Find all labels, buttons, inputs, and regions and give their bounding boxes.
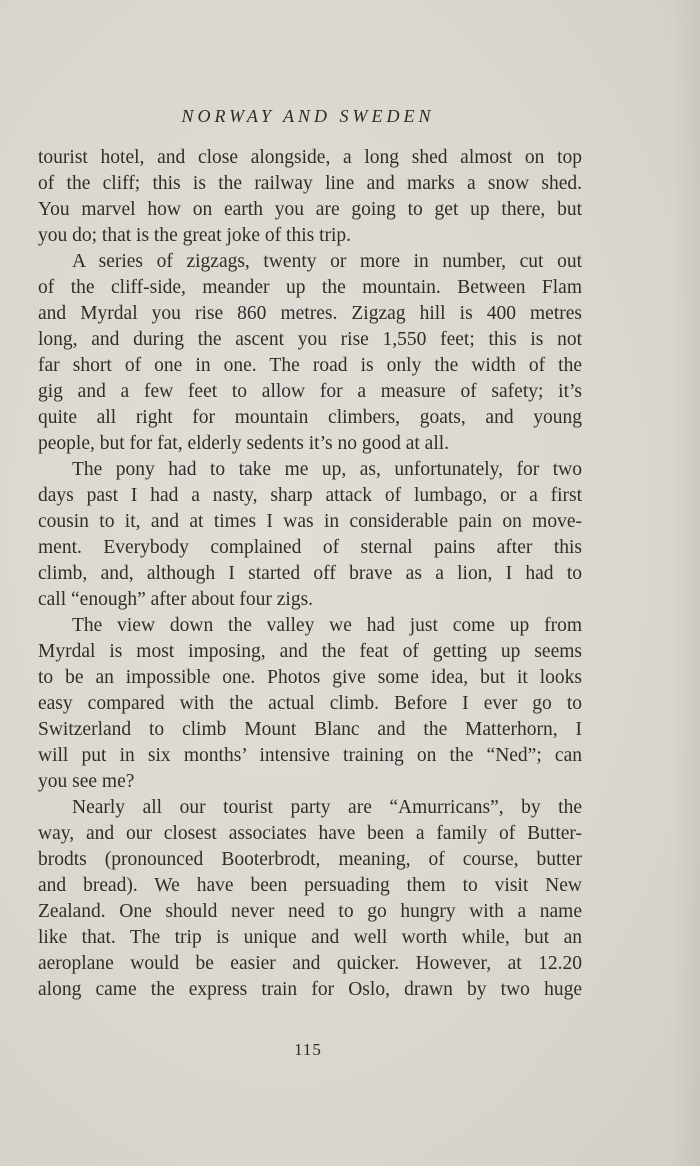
body-text xyxy=(38,145,582,1003)
page-edge-shadow xyxy=(670,0,700,1166)
text-line: quite all right for mountain climbers, goats, and young xyxy=(38,407,582,428)
text-line: The pony had to take me up, as, unfortunately, for two xyxy=(72,459,582,480)
text-line: The view down the valley we had just come up from xyxy=(72,615,582,636)
text-line: of the cliff-side, meander up the mountain. Between Flam xyxy=(38,277,582,298)
text-line: gig and a few feet to allow for a measure of safety; it’s xyxy=(38,381,582,402)
text-line: call “enough” after about four zigs. xyxy=(38,589,314,610)
text-line: like that. The trip is unique and well worth while, but an xyxy=(38,927,582,948)
text-line: will put in six months’ intensive training on the “Ned”; can xyxy=(38,745,582,766)
text-line: to be an impossible one. Photos give some idea, but it looks xyxy=(38,667,582,688)
text-line: climb, and, although I started off brave as a lion, I had to xyxy=(38,563,582,584)
text-line: Zealand. One should never need to go hungry with a name xyxy=(38,901,582,922)
running-head: NORWAY AND SWEDEN xyxy=(181,106,435,126)
text-line: A series of zigzags, twenty or more in number, cut out xyxy=(72,251,582,272)
text-line: You marvel how on earth you are going to get up there, but xyxy=(38,199,582,220)
text-line: and Myrdal you rise 860 metres. Zigzag hill is 400 metres xyxy=(38,303,582,324)
text-line: brodts (pronounced Booterbrodt, meaning, of course, butter xyxy=(38,849,582,870)
text-line: aeroplane would be easier and quicker. However, at 12.20 xyxy=(38,953,582,974)
text-line: tourist hotel, and close alongside, a long shed almost on top xyxy=(38,147,582,168)
text-line: Switzerland to climb Mount Blanc and the Matterhorn, I xyxy=(38,719,582,740)
text-line: of the cliff; this is the railway line and marks a snow shed. xyxy=(38,173,582,194)
text-line: cousin to it, and at times I was in considerable pain on move- xyxy=(38,511,582,532)
text-line: long, and during the ascent you rise 1,550 feet; this is not xyxy=(38,329,582,350)
text-line: along came the express train for Oslo, drawn by two huge xyxy=(38,979,582,1000)
text-line: far short of one in one. The road is only the width of the xyxy=(38,355,582,376)
text-line: people, but for fat, elderly sedents it’s no good at all. xyxy=(38,433,450,454)
text-line: you see me? xyxy=(38,771,135,792)
text-line: Nearly all our tourist party are “Amurricans”, by the xyxy=(72,797,582,818)
page-number: 115 xyxy=(294,1040,322,1059)
text-line: ment. Everybody complained of sternal pains after this xyxy=(38,537,582,558)
text-line: easy compared with the actual climb. Before I ever go to xyxy=(38,693,582,714)
text-line: days past I had a nasty, sharp attack of lumbago, or a first xyxy=(38,485,582,506)
text-line: and bread). We have been persuading them to visit New xyxy=(38,875,582,896)
text-line: Myrdal is most imposing, and the feat of getting up seems xyxy=(38,641,582,662)
text-line: way, and our closest associates have been a family of Butter- xyxy=(38,823,582,844)
text-line: you do; that is the great joke of this trip. xyxy=(38,225,352,246)
